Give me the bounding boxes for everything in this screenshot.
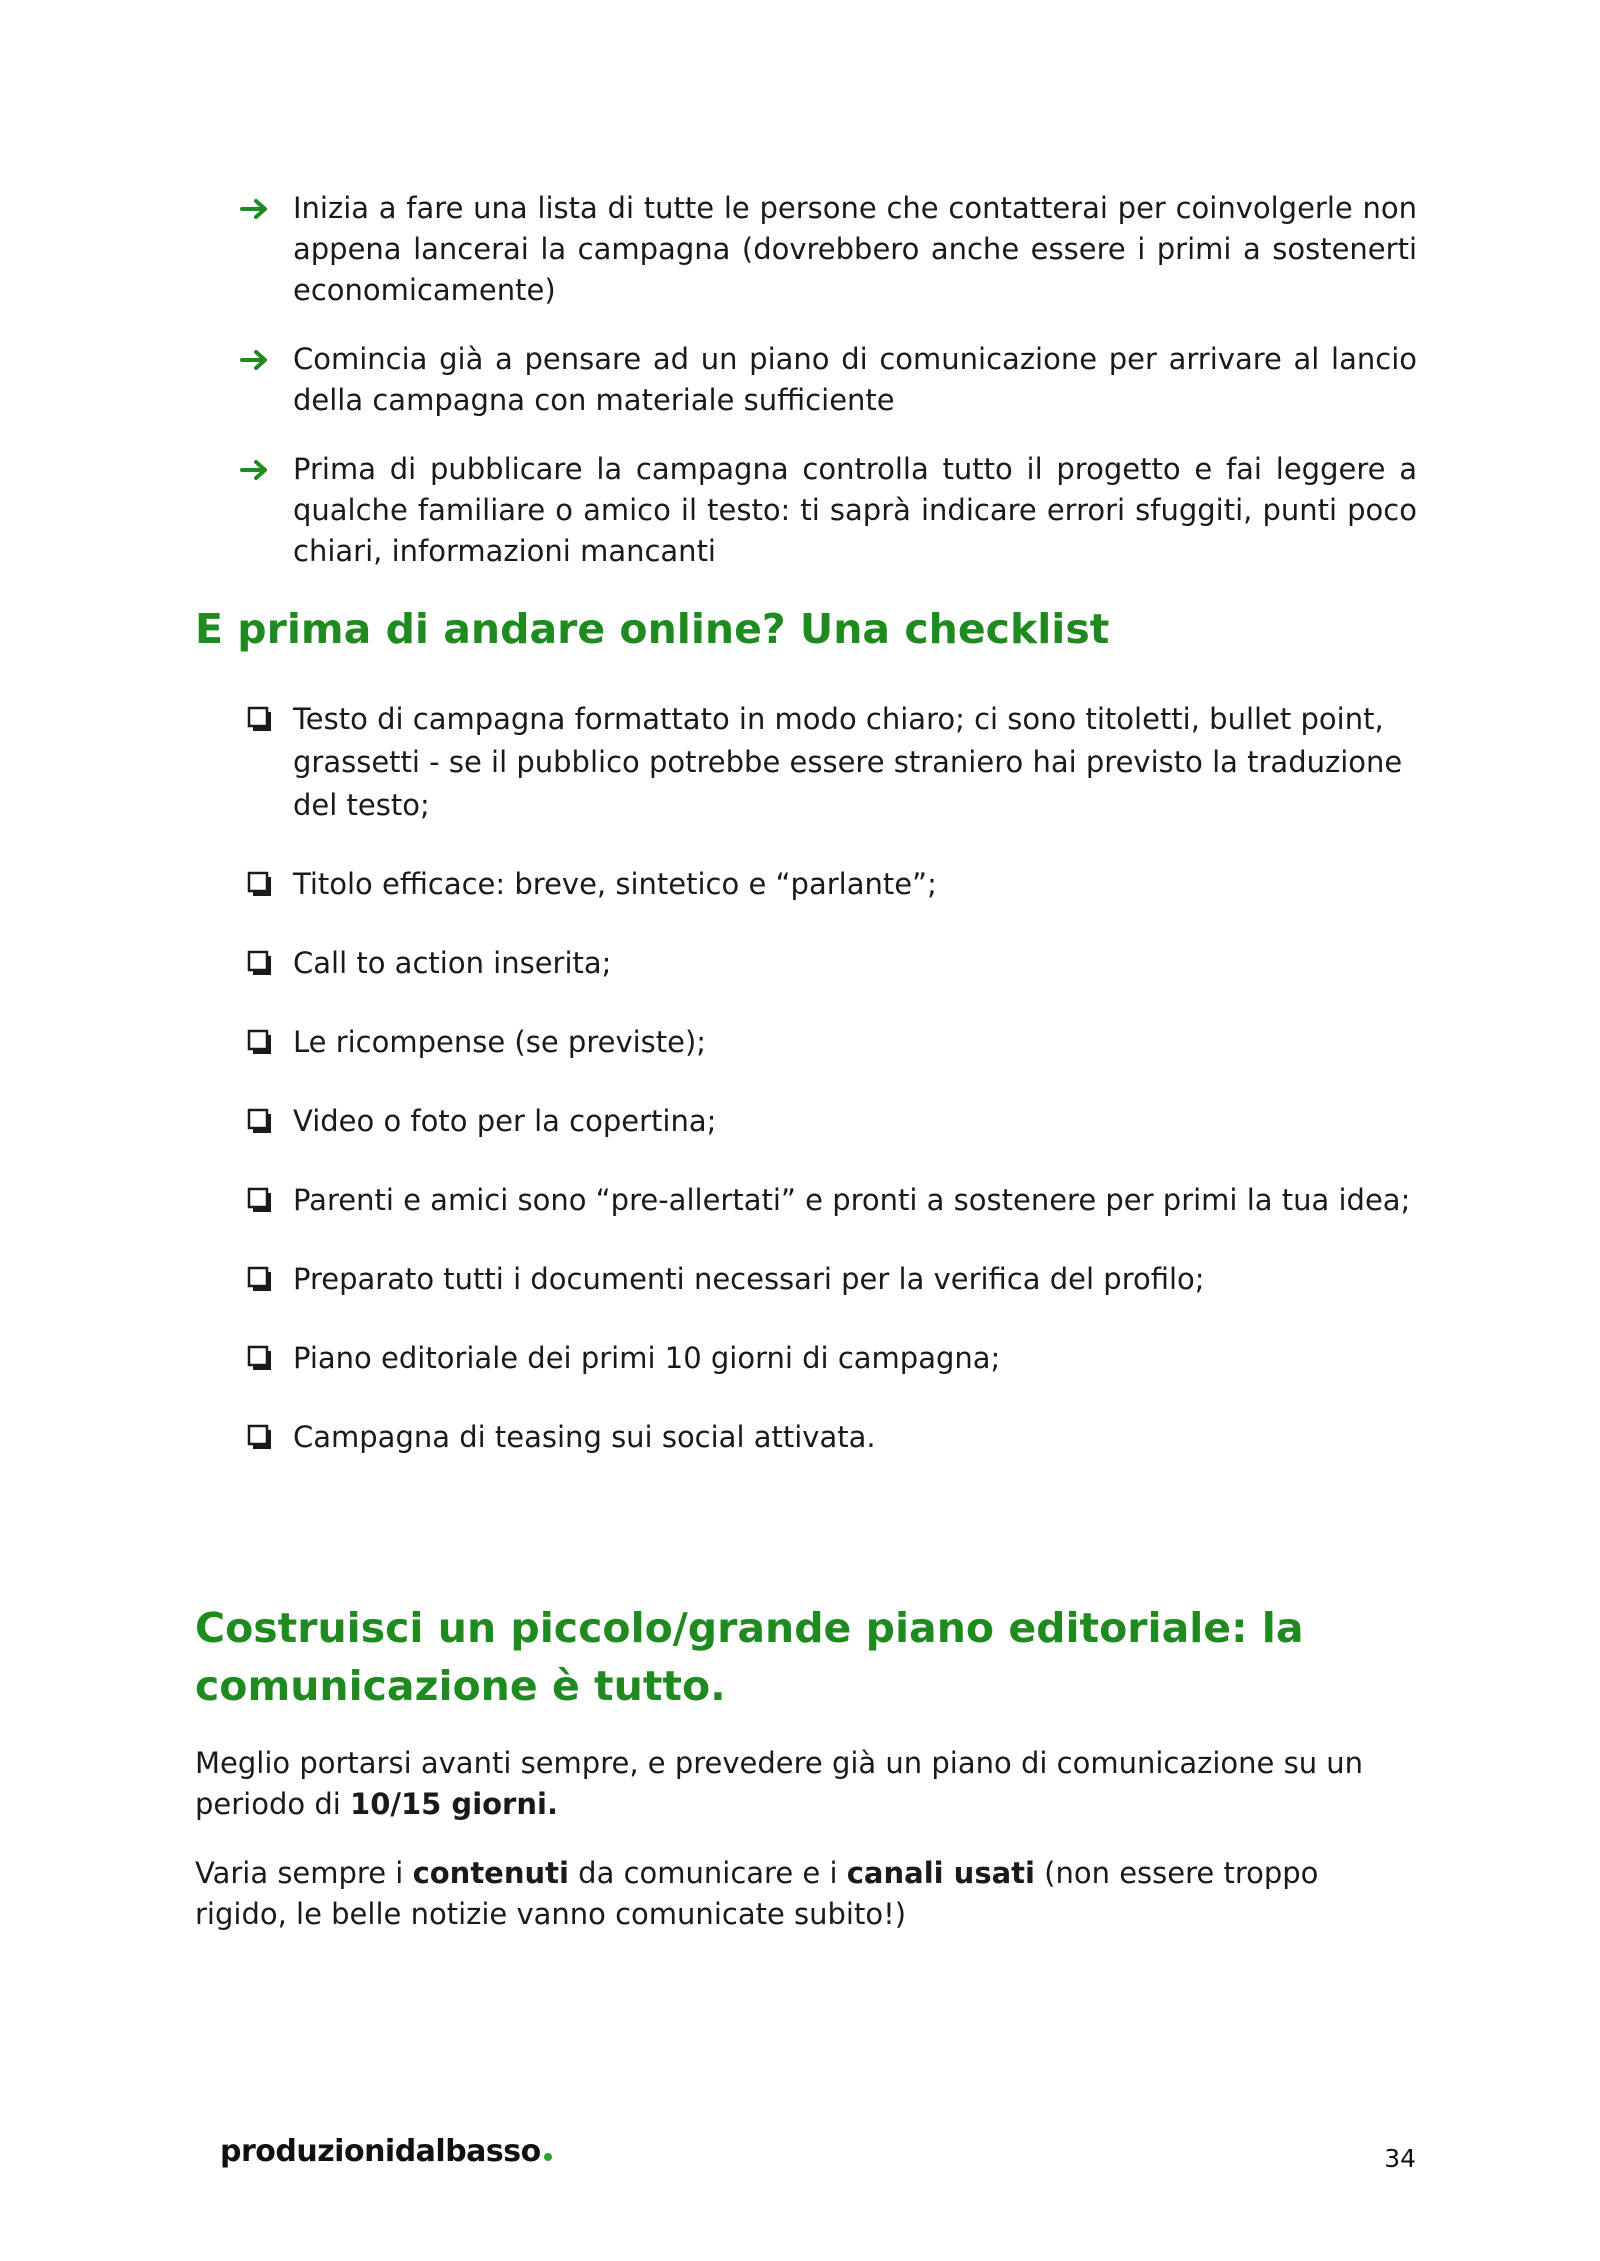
checklist-item-text: Campagna di teasing sui social attivata. [293, 1420, 876, 1454]
checkbox-icon [247, 1187, 273, 1213]
checklist-heading: E prima di andare online? Una checklist [195, 605, 1110, 653]
checklist-item [195, 942, 1417, 985]
page-content [195, 188, 1417, 1963]
checklist-item [195, 1021, 1417, 1064]
checklist-item-text: Piano editoriale dei primi 10 giorni di campagna; [293, 1341, 1001, 1375]
list-item-text: Comincia già a pensare ad un piano di comunicazione per arrivare al lancio della campagna con materiale sufficiente [293, 342, 1417, 417]
checkbox-icon [247, 950, 273, 976]
checklist-item [195, 1179, 1417, 1222]
checklist-item [195, 863, 1417, 906]
checklist-item-text: Parenti e amici sono “pre-allertati” e pronti a sostenere per primi la tua idea; [293, 1183, 1411, 1217]
checkbox-icon [247, 871, 273, 897]
checkbox-icon [247, 1029, 273, 1055]
checklist-item [195, 698, 1417, 827]
checkbox-icon [247, 1345, 273, 1371]
paragraph-text: Meglio portarsi avanti sempre, e prevedere già un piano di comunicazione su un periodo di [195, 1746, 1364, 1821]
list-item [195, 449, 1417, 572]
arrow-right-icon [240, 198, 270, 220]
editorial-paragraph-2 [195, 1853, 1417, 1935]
checkbox-icon [247, 1424, 273, 1450]
paragraph-bold: contenuti [412, 1856, 569, 1890]
intro-bullet-list [195, 188, 1417, 572]
checklist [195, 698, 1417, 1459]
checklist-item [195, 1100, 1417, 1143]
paragraph-text: da comunicare e i [568, 1856, 847, 1890]
editorial-heading: Costruisci un piccolo/grande piano editoriale: la comunicazione è tutto. [195, 1604, 1304, 1710]
list-item [195, 339, 1417, 421]
checklist-item-text: Testo di campagna formattato in modo chiaro; ci sono titoletti, bullet point, grassetti - se il pubblico potrebbe essere straniero hai previsto la traduzione del testo; [293, 702, 1403, 822]
checklist-item [195, 1258, 1417, 1301]
checkbox-icon [247, 706, 273, 732]
paragraph-text: Varia sempre i [195, 1856, 413, 1890]
checklist-item [195, 1416, 1417, 1459]
logo-dot-icon [544, 2153, 552, 2161]
list-item [195, 188, 1417, 311]
checkbox-icon [247, 1266, 273, 1292]
list-item-text: Prima di pubblicare la campagna controlla tutto il progetto e fai leggere a qualche familiare o amico il testo: ti saprà indicare errori sfuggiti, punti poco chiari, informazioni mancanti [293, 452, 1417, 568]
brand-logo [220, 2134, 552, 2169]
arrow-right-icon [240, 349, 270, 371]
page-number: 34 [1384, 2144, 1416, 2173]
paragraph-bold: 10/15 giorni. [350, 1787, 558, 1821]
list-item-text: Inizia a fare una lista di tutte le persone che contatterai per coinvolgerle non appena lancerai la campagna (dovrebbero anche essere i primi a sostenerti economicamente) [293, 191, 1417, 307]
logo-text: produzionidalbasso [220, 2134, 541, 2169]
checklist-item-text: Le ricompense (se previste); [293, 1025, 707, 1059]
checklist-item-text: Call to action inserita; [293, 946, 612, 980]
paragraph-bold: canali usati [846, 1856, 1035, 1890]
checklist-item-text: Preparato tutti i documenti necessari per la verifica del profilo; [293, 1262, 1205, 1296]
paragraph-text: (non essere troppo rigido, le belle notizie vanno comunicate subito!) [195, 1856, 1319, 1931]
checklist-item-text: Video o foto per la copertina; [293, 1104, 717, 1138]
editorial-paragraph-1 [195, 1743, 1417, 1825]
checklist-item [195, 1337, 1417, 1380]
checkbox-icon [247, 1108, 273, 1134]
checklist-item-text: Titolo efficace: breve, sintetico e “parlante”; [293, 867, 937, 901]
arrow-right-icon [240, 459, 270, 481]
